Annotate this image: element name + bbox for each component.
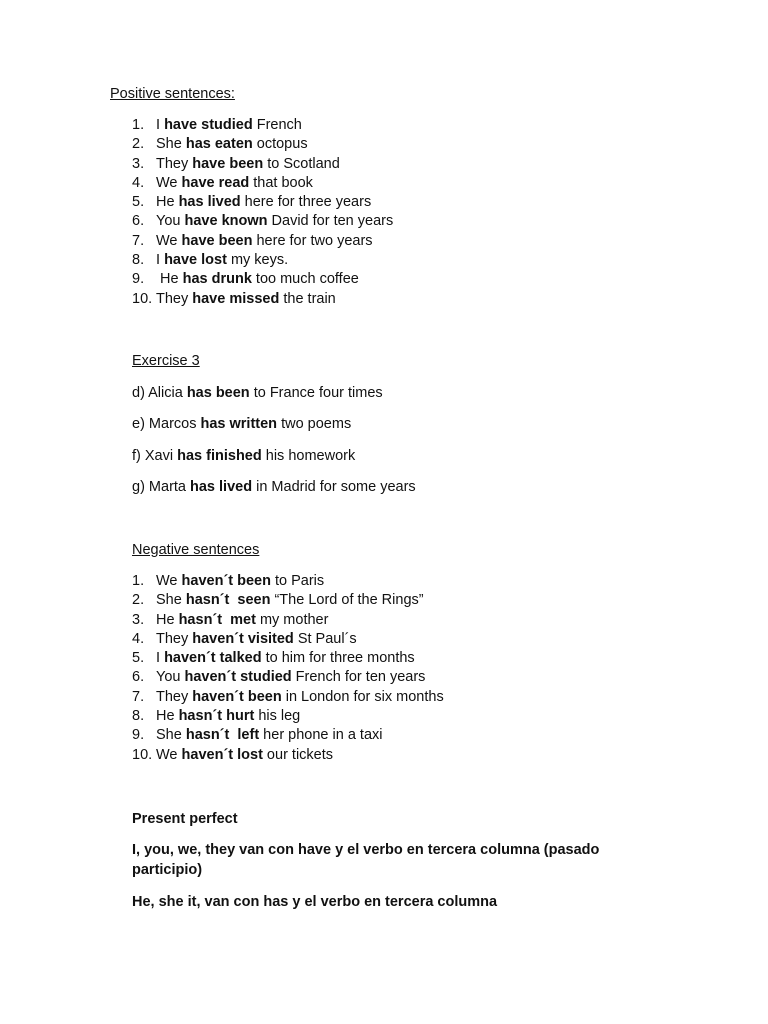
item-number: 9. <box>132 271 145 288</box>
item-number: 10. <box>132 290 153 307</box>
list-item: 1. We haven´t been to Paris <box>132 572 444 591</box>
item-number: 5. <box>132 194 145 211</box>
item-number: 6. <box>132 213 145 230</box>
present-perfect-title: Present perfect <box>132 811 238 827</box>
exercise-3-heading: Exercise 3 <box>132 353 200 369</box>
exercise-line: e) Marcos has written two poems <box>132 416 352 432</box>
list-item: 9. She hasn´t left her phone in a taxi <box>132 726 444 745</box>
item-number: 3. <box>132 611 145 628</box>
list-item: 1. I have studied French <box>132 116 393 135</box>
positive-sentences-list <box>132 116 393 309</box>
list-item: 6. You have known David for ten years <box>132 212 393 231</box>
item-number: 8. <box>132 252 145 269</box>
list-item: 2. She hasn´t seen “The Lord of the Rings” <box>132 591 444 610</box>
list-item: 8. He hasn´t hurt his leg <box>132 707 444 726</box>
present-perfect-rule-plural: I, you, we, they van con have y el verbo en tercera columna (pasado participio) <box>132 842 600 878</box>
item-number: 2. <box>132 136 145 153</box>
list-item: 10. We haven´t lost our tickets <box>132 746 444 765</box>
list-item: 7. We have been here for two years <box>132 232 393 251</box>
item-number: 7. <box>132 232 145 249</box>
item-number: 8. <box>132 708 145 725</box>
item-number: 1. <box>132 117 145 133</box>
list-item: 4. We have read that book <box>132 174 393 193</box>
positive-sentences-heading: Positive sentences: <box>110 86 235 102</box>
item-number: 2. <box>132 592 145 609</box>
list-item: 4. They haven´t visited St Paul´s <box>132 630 444 649</box>
item-number: 3. <box>132 155 145 172</box>
item-number: 7. <box>132 688 145 705</box>
item-number: 4. <box>132 630 145 647</box>
negative-sentences-list <box>132 572 444 765</box>
exercise-line: d) Alicia has been to France four times <box>132 385 383 401</box>
list-item: 8. I have lost my keys. <box>132 251 393 270</box>
item-number: 9. <box>132 727 145 744</box>
list-item: 9. He has drunk too much coffee <box>132 270 393 289</box>
list-item: 7. They haven´t been in London for six months <box>132 688 444 707</box>
list-item: 3. They have been to Scotland <box>132 155 393 174</box>
item-number: 6. <box>132 669 145 686</box>
negative-sentences-heading: Negative sentences <box>132 542 260 558</box>
item-number: 1. <box>132 573 145 589</box>
item-number: 10. <box>132 746 153 763</box>
list-item: 5. He has lived here for three years <box>132 193 393 212</box>
list-item: 5. I haven´t talked to him for three months <box>132 649 444 668</box>
item-number: 5. <box>132 650 145 667</box>
present-perfect-rule-third-person: He, she it, van con has y el verbo en tercera columna <box>132 894 498 910</box>
list-item: 3. He hasn´t met my mother <box>132 611 444 630</box>
list-item: 10. They have missed the train <box>132 290 393 309</box>
list-item: 6. You haven´t studied French for ten years <box>132 668 444 687</box>
list-item: 2. She has eaten octopus <box>132 135 393 154</box>
item-number: 4. <box>132 174 145 191</box>
exercise-line: f) Xavi has finished his homework <box>132 448 356 464</box>
exercise-line: g) Marta has lived in Madrid for some years <box>132 479 416 495</box>
